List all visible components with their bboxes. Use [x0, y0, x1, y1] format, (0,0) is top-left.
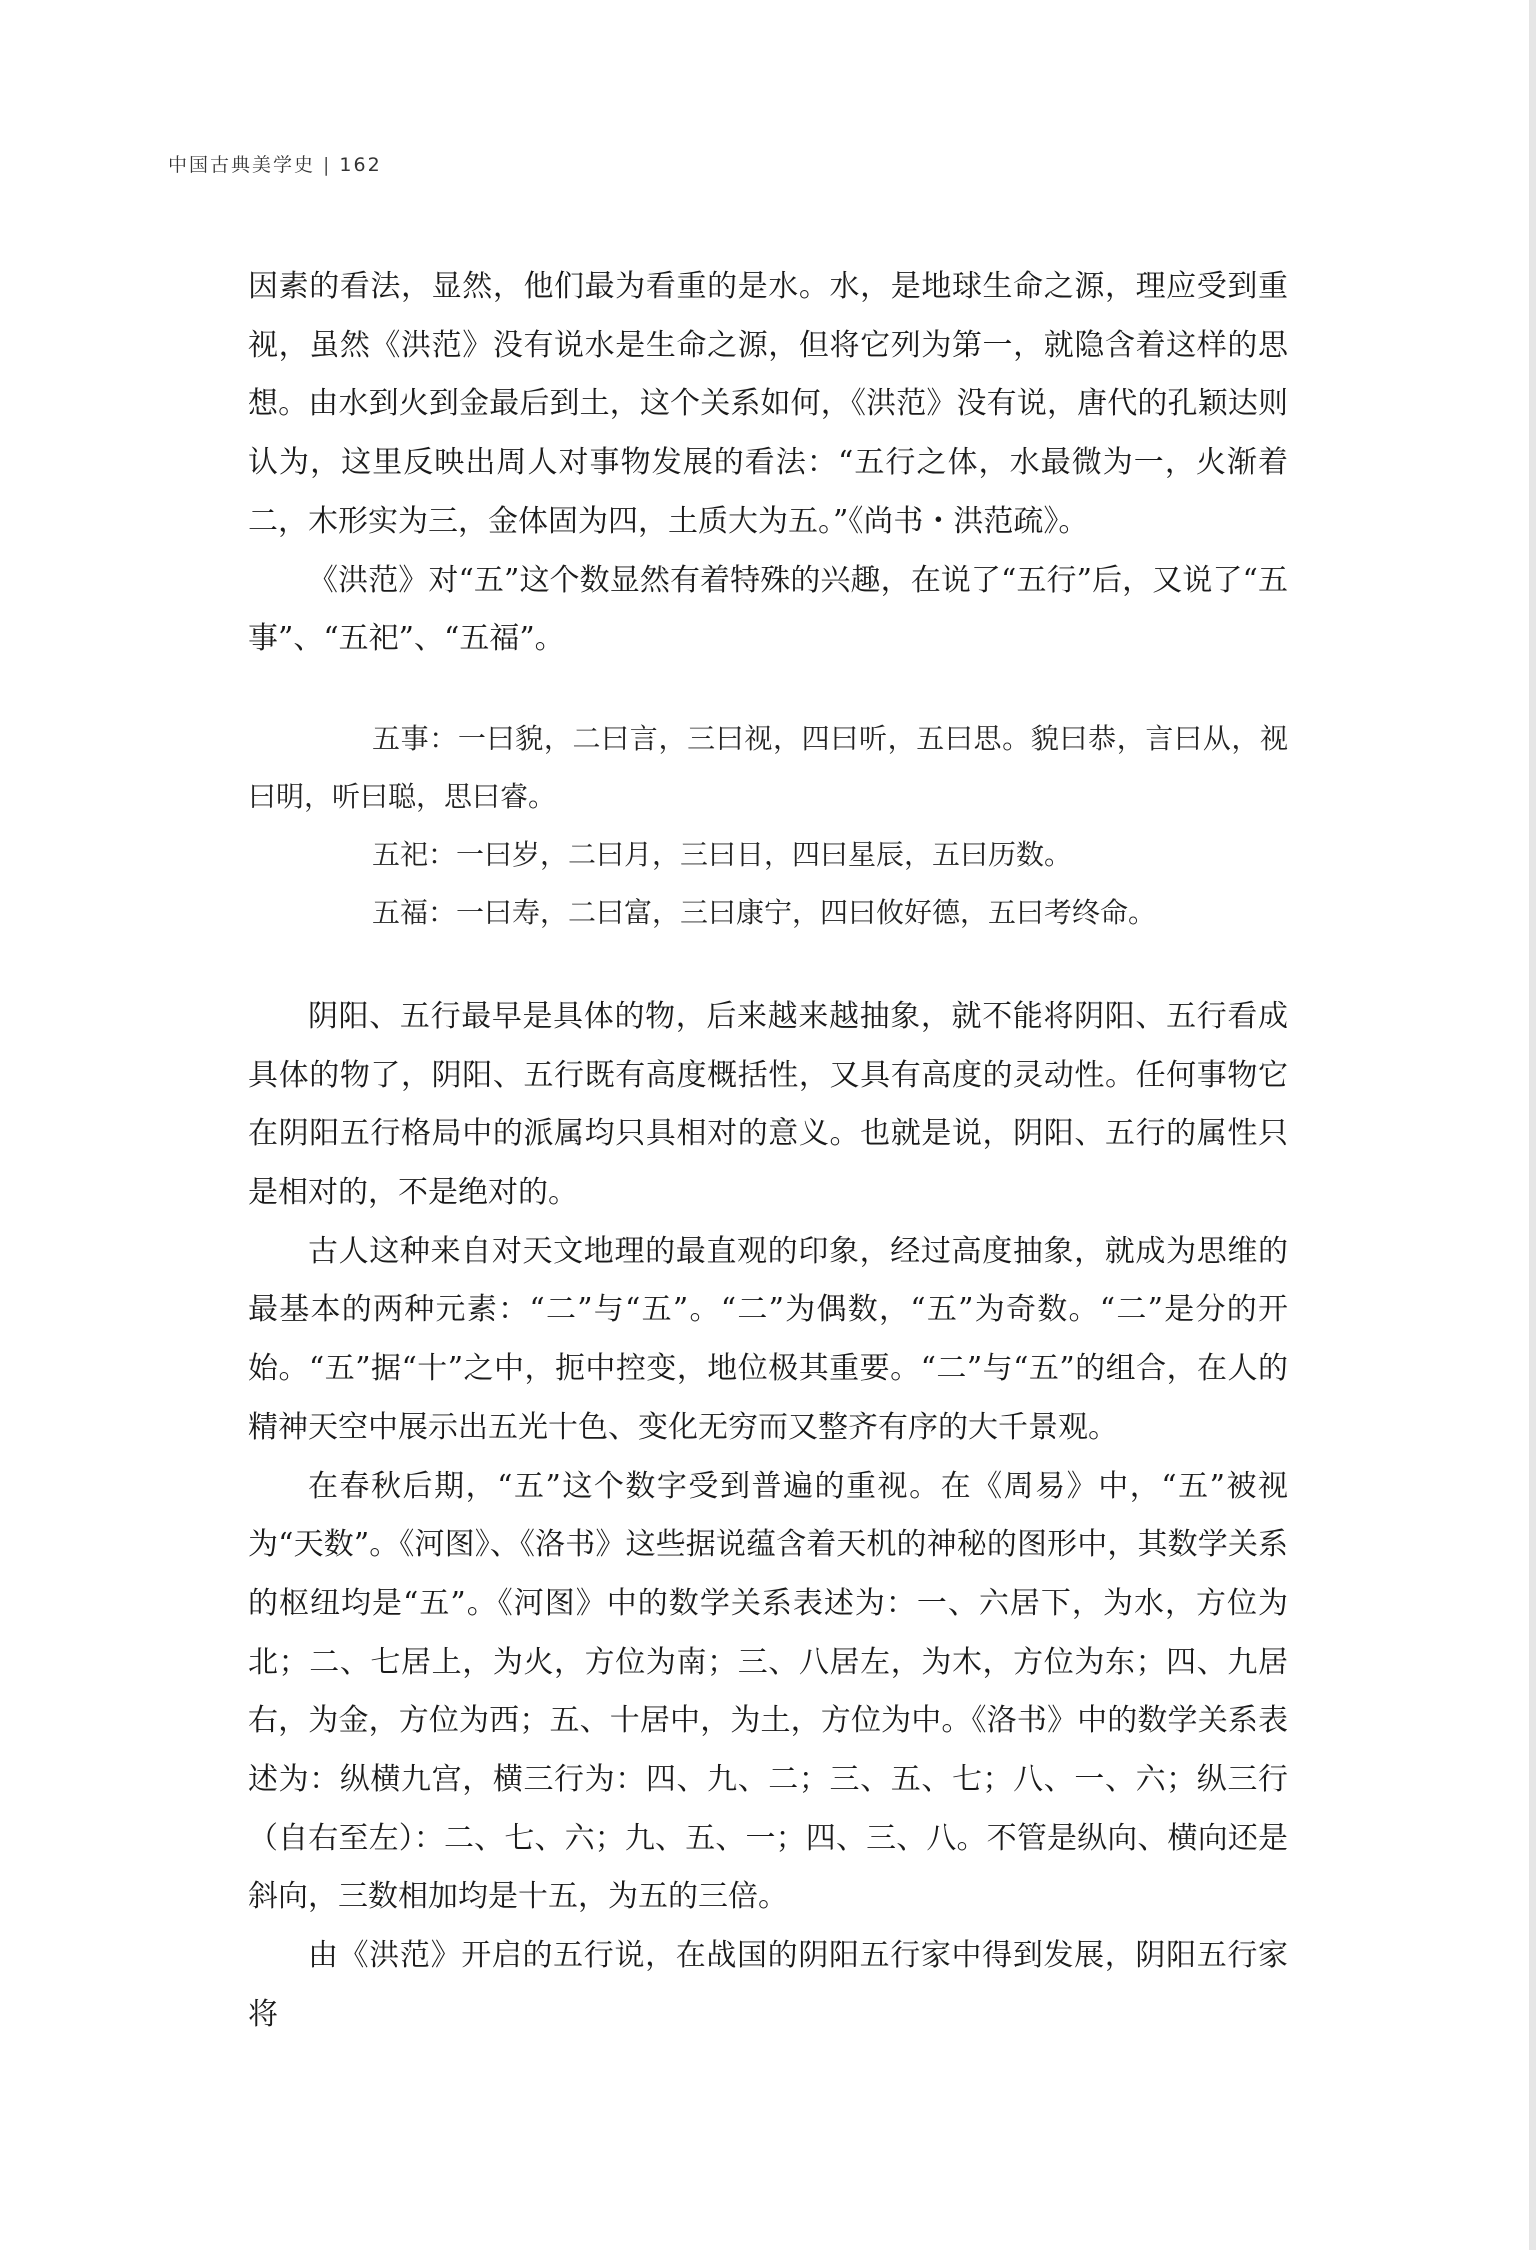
paragraph: 在春秋后期，“五”这个数字受到普遍的重视。在《周易》中，“五”被视为“天数”。《河图》、《洛书》这些据说蕴含着天机的神秘的图形中，其数学关系的枢纽均是“五”。《河图》中的数学关系表述为：一、六居下，为水，方位为北；二、七居上，为火，方位为南；三、八居左，为木，方位为东；四、九居右，为金，方位为西；五、十居中，为土，方位为中。《洛书》中的数学关系表述为：纵横九宫，横三行为：四、九、二；三、五、七；八、一、六；纵三行（自右至左）：二、七、六；九、五、一；四、三、八。不管是纵向、横向还是斜向，三数相加均是十五，为五的三倍。 — [248, 1468, 1288, 1915]
paragraph: 古人这种来自对天文地理的最直观的印象，经过高度抽象，就成为思维的最基本的两种元素：“二”与“五”。“二”为偶数，“五”为奇数。“二”是分的开始。“五”据“十”之中，扼中控变，地位极其重要。“二”与“五”的组合，在人的精神天空中展示出五光十色、变化无穷而又整齐有序的大千景观。 — [248, 1233, 1288, 1445]
header-separator: | — [323, 154, 332, 176]
quote-paragraph: 五祀：一曰岁，二曰月，三曰日，四曰星辰，五曰历数。 — [372, 837, 1073, 871]
book-title: 中国古典美学史 — [168, 154, 316, 176]
paragraph: 《洪范》对“五”这个数显然有着特殊的兴趣，在说了“五行”后，又说了“五事”、“五祀”、“五福”。 — [248, 562, 1288, 657]
paragraph: 因素的看法，显然，他们最为看重的是水。水，是地球生命之源，理应受到重视，虽然《洪范》没有说水是生命之源，但将它列为第一，就隐含着这样的思想。由水到火到金最后到土，这个关系如何，《洪范》没有说，唐代的孔颖达则认为，这里反映出周人对事物发展的看法：“五行之体，水最微为一，火渐着二，木形实为三，金体固为四，土质大为五。”《尚书・洪范疏》。 — [248, 269, 1288, 539]
running-head — [168, 150, 382, 177]
quote-paragraph: 五福：一曰寿，二曰富，三曰康宁，四曰攸好德，五曰考终命。 — [372, 895, 1157, 929]
block-quote — [248, 710, 1288, 942]
quote-paragraph: 五事：一曰貌，二曰言，三曰视，四曰听，五曰思。貌曰恭，言曰从，视曰明，听曰聪，思曰睿。 — [248, 721, 1288, 813]
page-number: 162 — [339, 154, 382, 176]
page-edge — [1529, 0, 1536, 2250]
paragraph: 由《洪范》开启的五行说，在战国的阴阳五行家中得到发展，阴阳五行家将 — [248, 1938, 1288, 2032]
main-text — [248, 258, 1288, 2045]
paragraph: 阴阳、五行最早是具体的物，后来越来越抽象，就不能将阴阳、五行看成具体的物了，阴阳、五行既有高度概括性，又具有高度的灵动性。任何事物它在阴阳五行格局中的派属均只具相对的意义。也就是说，阴阳、五行的属性只是相对的，不是绝对的。 — [248, 998, 1288, 1211]
